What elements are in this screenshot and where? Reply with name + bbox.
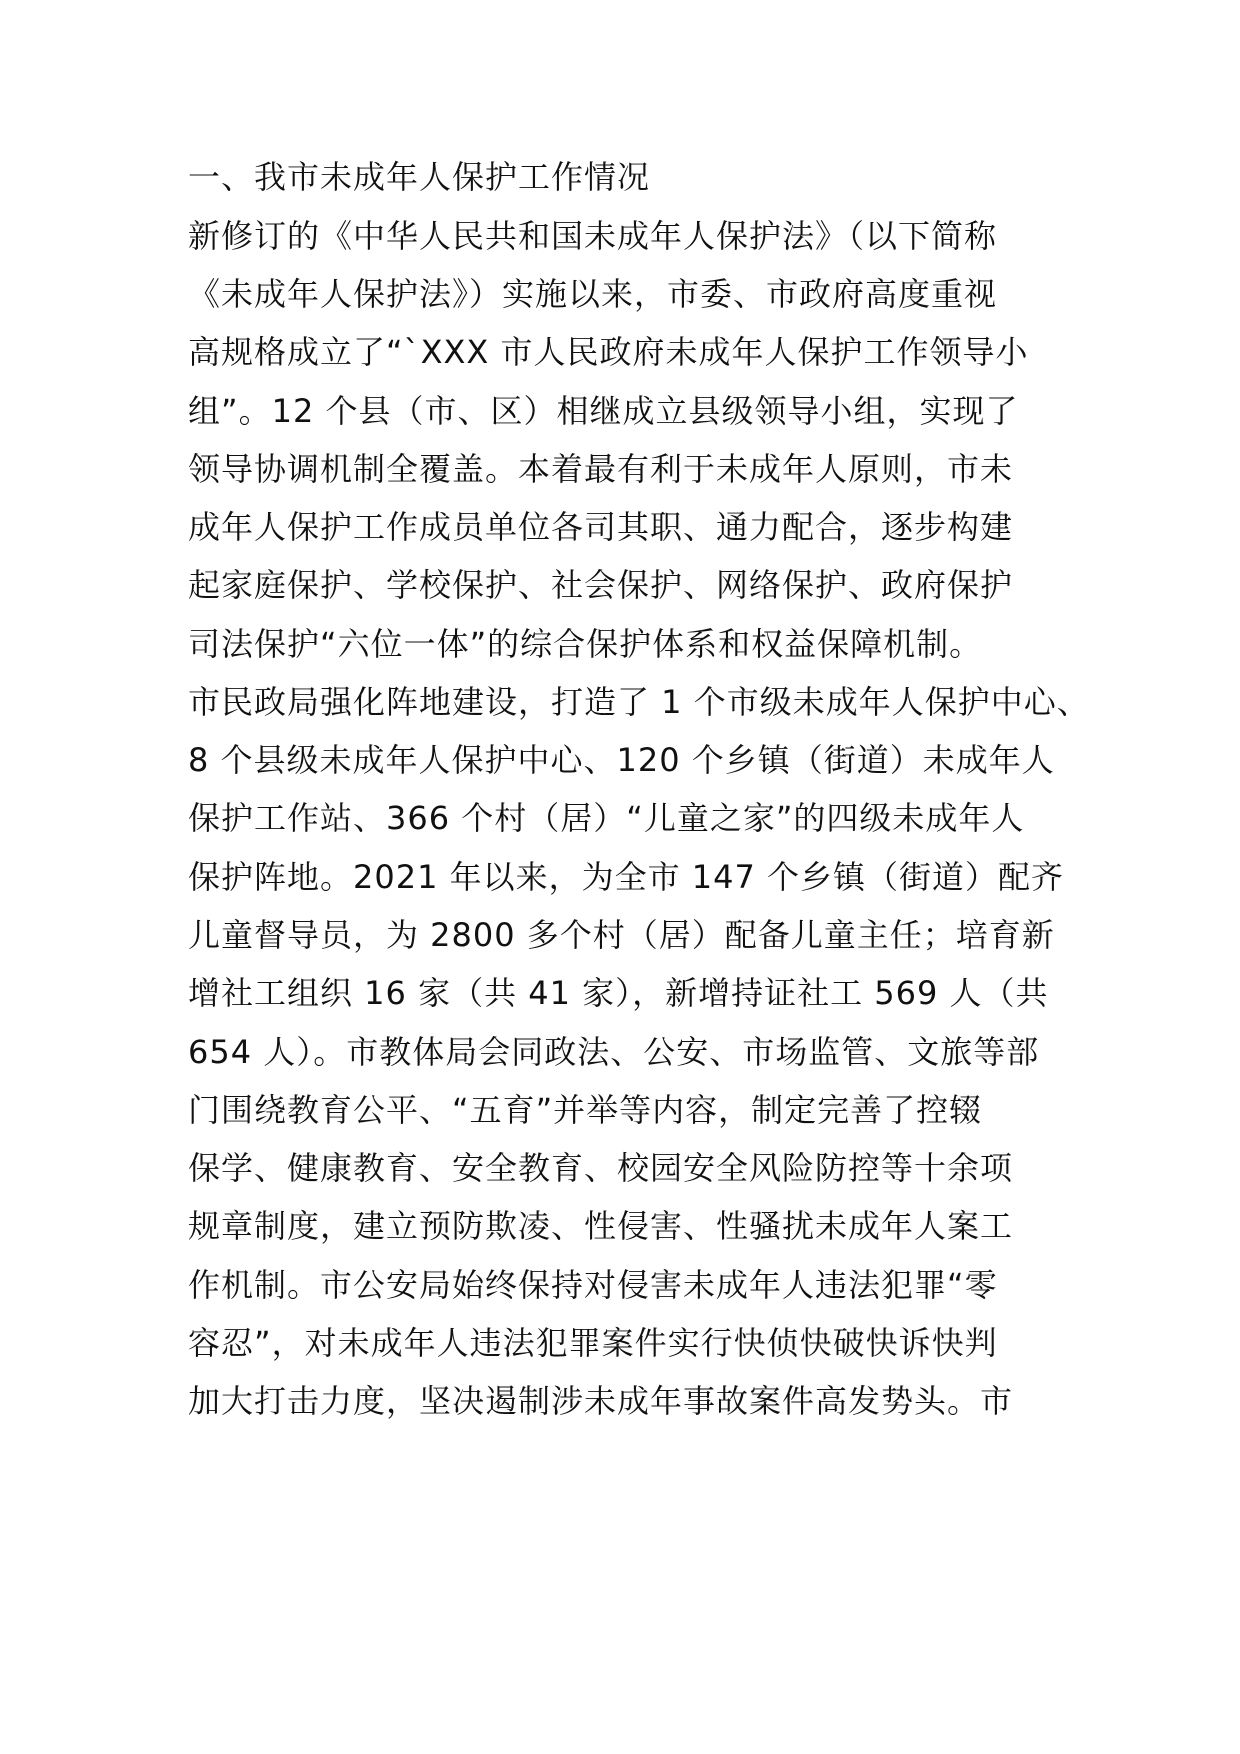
paragraph-line: 保护阵地。2021 年以来，为全市 147 个乡镇（街道）配齐: [188, 858, 1065, 896]
paragraph-line: 儿童督导员，为 2800 多个村（居）配备儿童主任；培育新: [188, 916, 1055, 954]
paragraph-line: 高规格成立了“`XXX 市人民政府未成年人保护工作领导小: [188, 333, 1029, 371]
paragraph-line: 保学、健康教育、安全教育、校园安全风险防控等十余项: [188, 1149, 1014, 1187]
paragraph-line: 规章制度，建立预防欺凌、性侵害、性骚扰未成年人案工: [188, 1207, 1014, 1245]
paragraph-line: 市民政局强化阵地建设，打造了 1 个市级未成年人保护中心、: [188, 683, 1090, 721]
paragraph-line: 《未成年人保护法》）实施以来，市委、市政府高度重视: [188, 275, 998, 313]
paragraph-line: 起家庭保护、学校保护、社会保护、网络保护、政府保护: [188, 566, 1014, 604]
paragraph-line: 成年人保护工作成员单位各司其职、通力配合，逐步构建: [188, 508, 1014, 546]
paragraph-line: 保护工作站、366 个村（居）“儿童之家”的四级未成年人: [188, 799, 1025, 837]
paragraph-line: 容忍”，对未成年人违法犯罪案件实行快侦快破快诉快判: [188, 1324, 998, 1362]
paragraph-line: 加大打击力度，坚决遏制涉未成年事故案件高发势头。市: [188, 1382, 1014, 1420]
paragraph-line: 作机制。市公安局始终保持对侵害未成年人违法犯罪“零: [188, 1266, 998, 1304]
paragraph-line: 654 人）。市教体局会同政法、公安、市场监管、文旅等部: [188, 1033, 1040, 1071]
paragraph-line: 门围绕教育公平、“五育”并举等内容，制定完善了控辍: [188, 1091, 983, 1129]
paragraph-line: 新修订的《中华人民共和国未成年人保护法》（以下简称: [188, 217, 998, 255]
paragraph-line: 司法保护“六位一体”的综合保护体系和权益保障机制。: [188, 625, 983, 663]
paragraph-line: 领导协调机制全覆盖。本着最有利于未成年人原则，市未: [188, 450, 1014, 488]
section-heading: 一、我市未成年人保护工作情况: [188, 158, 651, 196]
paragraph-line: 8 个县级未成年人保护中心、120 个乡镇（街道）未成年人: [188, 741, 1055, 779]
paragraph-line: 增社工组织 16 家（共 41 家），新增持证社工 569 人（共: [188, 974, 1049, 1012]
paragraph-line: 组”。12 个县（市、区）相继成立县级领导小组，实现了: [188, 392, 1019, 430]
